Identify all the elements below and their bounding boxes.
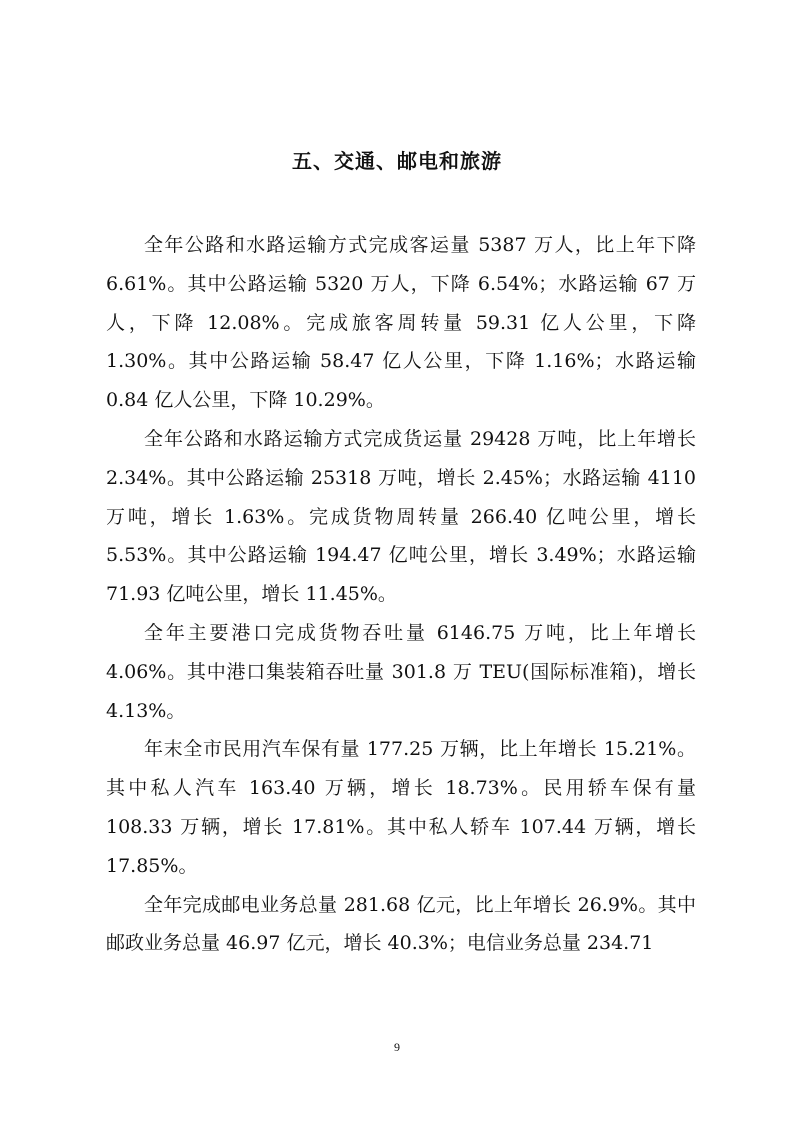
paragraph-passenger-transport: 全年公路和水路运输方式完成客运量 5387 万人，比上年下降 6.61%。其中公路运输 5320 万人，下降 6.54%；水路运输 67 万人，下降 12.08%。完成旅客周转量 59.31 亿人公里，下降 1.30%。其中公路运输 58.47 亿人公里，下降 1.16%；水路运输 0.84 亿人公里，下降 10.29%。 [106,234,696,412]
paragraph-vehicles: 年末全市民用汽车保有量 177.25 万辆，比上年增长 15.21%。其中私人汽车 163.40 万辆，增长 18.73%。民用轿车保有量 108.33 万辆，增长 17.81%。其中私人轿车 107.44 万辆，增长 17.85%。 [106,738,696,877]
body-text [106,226,696,963]
section-title: 五、交通、邮电和旅游 [292,149,502,173]
paragraph-post-telecom: 全年完成邮电业务总量 281.68 亿元，比上年增长 26.9%。其中邮政业务总量 46.97 亿元，增长 40.3%；电信业务总量 234.71 [106,893,696,955]
paragraph-freight-transport: 全年公路和水路运输方式完成货运量 29428 万吨，比上年增长 2.34%。其中公路运输 25318 万吨，增长 2.45%；水路运输 4110 万吨，增长 1.63%。完成货物周转量 266.40 亿吨公里，增长 5.53%。其中公路运输 194.47 亿吨公里，增长 3.49%；水路运输 71.93 亿吨公里，增长 11.45%。 [106,427,696,606]
page-number: 9 [394,1040,400,1054]
paragraph-port-throughput: 全年主要港口完成货物吞吐量 6146.75 万吨，比上年增长 4.06%。其中港口集装箱吞吐量 301.8 万 TEU(国际标准箱)，增长 4.13%。 [106,621,696,722]
